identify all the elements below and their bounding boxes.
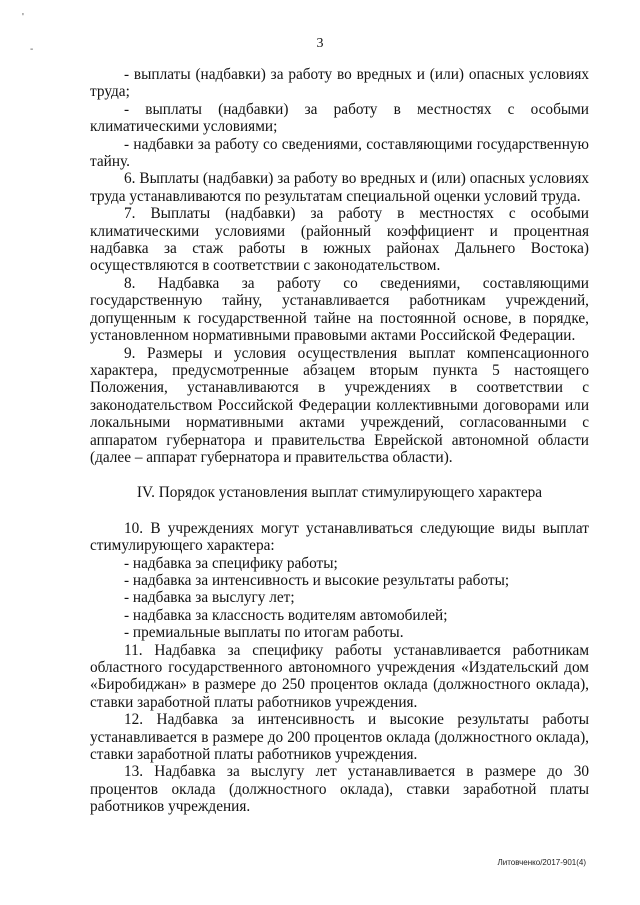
- paragraph: - выплаты (надбавки) за работу в местностях с особыми климатическими условиями;: [90, 100, 589, 136]
- list-item: - премиальные выплаты по итогам работы.: [124, 624, 404, 642]
- paragraph: - надбавки за работу со сведениями, составляющими государственную тайну.: [90, 135, 589, 171]
- paragraph: 6. Выплаты (надбавки) за работу во вредных и (или) опасных условиях труда устанавливаются по результатам специальной оценки условий труда.: [90, 170, 589, 205]
- list-item: - надбавка за специфику работы;: [124, 554, 338, 572]
- paragraph: 11. Надбавка за специфику работы устанавливается работникам областного государственного автономного учреждения «Издательский дом «Биробиджан» в размере до 250 процентов оклада (должностного оклада), ставки заработной платы работников учреждения.: [90, 641, 589, 711]
- list-item: - надбавка за выслугу лет;: [124, 589, 295, 607]
- paragraph: 8. Надбавка за работу со сведениями, составляющими государственную тайну, устанавливается работникам учреждений, допущенным к государственной тайне на постоянной основе, в порядке, установленном нормативными правовыми актами Российской Федерации.: [90, 274, 589, 345]
- list-item: - надбавка за интенсивность и высокие результаты работы;: [124, 571, 510, 589]
- document-body: [90, 66, 589, 816]
- scan-artifact-mark: -: [30, 44, 34, 55]
- document-code: Литовченко/2017-901(4): [497, 858, 586, 867]
- section-heading: IV. Порядок установления выплат стимулирующего характера: [136, 484, 543, 502]
- paragraph: - выплаты (надбавки) за работу во вредных и (или) опасных условиях труда;: [90, 66, 589, 101]
- paragraph: 13. Надбавка за выслугу лет устанавливается в размере до 30 процентов оклада (должностного оклада), ставки заработной платы работников учреждения.: [90, 763, 589, 816]
- paragraph: 7. Выплаты (надбавки) за работу в местностях с особыми климатическими условиями (районный коэффициент и процентная надбавка за стаж работы в южных районах Дальнего Востока) осуществляются в соответствии с законодательством.: [90, 205, 589, 275]
- page-number: 3: [316, 36, 324, 51]
- paragraph: 9. Размеры и условия осуществления выплат компенсационного характера, предусмотренные абзацем вторым пункта 5 настоящего Положения, устанавливаются в учреждениях в соответствии с законодательством Российской Федерации коллективными договорами или локальными нормативными актами учреждений, согласованными с аппаратом губернатора и правительства Еврейской автономной области (далее – аппарат губернатора и правительства области).: [90, 344, 589, 466]
- paragraph: 12. Надбавка за интенсивность и высокие результаты работы устанавливается в размере до 200 процентов оклада (должностного оклада), ставки заработной платы работников учреждения.: [90, 711, 589, 764]
- scan-artifact-mark: ': [22, 12, 24, 23]
- list-item: - надбавка за классность водителям автомобилей;: [124, 606, 448, 624]
- paragraph: 10. В учреждениях могут устанавливаться следующие виды выплат стимулирующего характера:: [90, 519, 589, 555]
